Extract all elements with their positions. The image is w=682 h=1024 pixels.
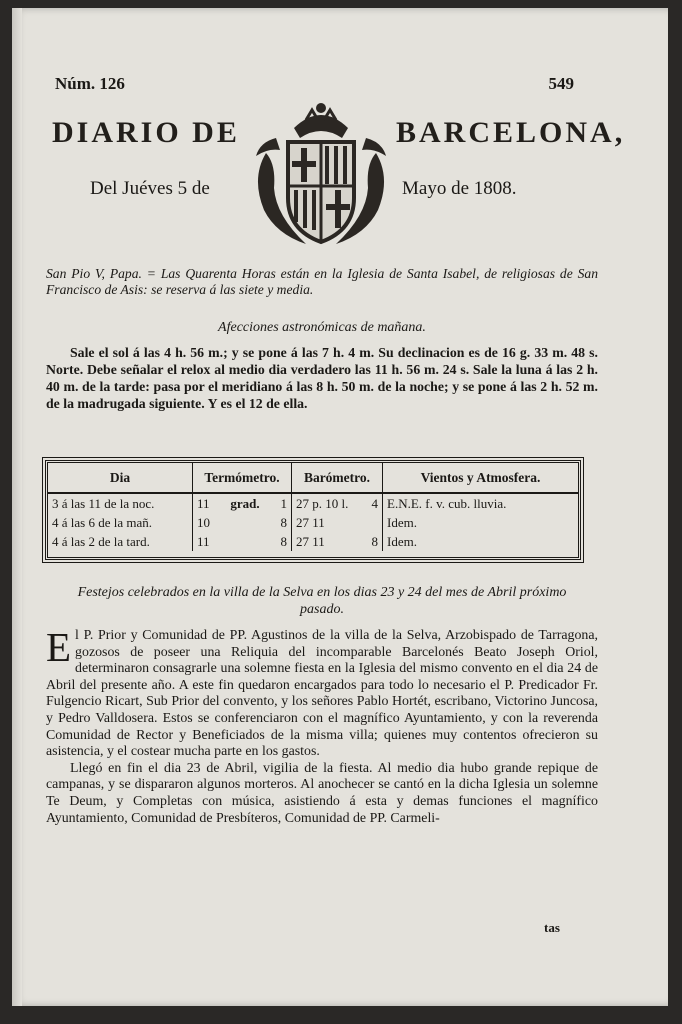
cell-barometer: 27 11 [292,513,383,532]
newspaper-page [12,8,668,1006]
cell-barometer: 27 11 8 [292,532,383,551]
astronomy-heading: Afecciones astronómicas de mañana. [218,320,426,335]
weather-table [45,460,581,560]
issue-date-right: Mayo de 1808. [402,178,517,199]
cell-thermometer: 11 8 [193,532,292,551]
column-header-thermometer: Termómetro. [193,463,292,493]
cell-thermometer: 10 8 [193,513,292,532]
table-row [48,493,578,513]
intro-notice [46,266,598,298]
table-row [48,532,578,551]
column-header-day: Dia [48,463,193,493]
cell-winds: Idem. [387,514,417,530]
cell-winds: E.N.E. f. v. cub. lluvia. [387,495,507,511]
article-title: Festejos celebrados en la villa de la Selva en los dias 23 y 24 del mes de Abril próximo pasado. [77,585,567,617]
drop-cap: E [46,624,72,670]
masthead-title-right: BARCELONA, [396,116,626,149]
weather-table-header [48,463,578,493]
cell-winds: Idem. [387,533,417,549]
astronomy-text: Sale el sol á las 4 h. 56 m.; y se pone á las 7 h. 4 m. Su declinacion es de 16 g. 33 m. 48 s. Norte. Debe señalar el relox al medio dia verdadero las 11 h. 56 m. 24 s. Sale la luna á las 2 h. 40 m. de la tarde: pasa por el meridiano á las 8 h. 50 m. de la noche; y se pone á las 2 h. 52 m. de la madrugada siguiente. Y es el 12 de ella. [46,345,598,411]
header-line [55,74,574,94]
column-header-barometer: Barómetro. [292,463,383,493]
catchword: tas [544,920,560,935]
cell-barometer: 27 p. 10 l. 4 [292,493,383,513]
cell-day: 3 á las 11 de la noc. [48,493,193,513]
issue-date-left: Del Juéves 5 de [90,178,210,199]
coat-of-arms-icon [246,98,396,250]
intro-text: San Pio V, Papa. = Las Quarenta Horas están en la Iglesia de Santa Isabel, de religiosas de San Francisco de Asis: se reserva á las siete y media. [46,266,598,298]
article-body [46,624,598,827]
masthead-title-left: DIARIO DE [52,116,240,149]
article-paragraph: Llegó en fin el dia 23 de Abril, vigilia de la fiesta. Al medio dia hubo grande repique de campanas, y se dispararon algunos morteros. Al anochecer se cantó en la dicha Iglesia un solemne Te Deum, y Completas con música, asistiendo á esta y demas funciones el magnífico Ayuntamiento, Comunidad de Presbíteros, Comunidad de PP. Carmeli- [46,760,598,826]
article-paragraph: El P. Prior y Comunidad de PP. Agustinos de la villa de la Selva, Arzobispado de Tarragona, gozosos de poseer una Reliquia del incomparable Barcelonés Beato Joseph Oriol, determinaron consagrarle una solemne fiesta en la Iglesia del mismo convento en el dia 24 de Abril del presente año. A este fin quedaron encargados para todo lo necesario el P. Predicador Fr. Fulgencio Ricart, Sub Prior del convento, y los señores Pablo Hortét, escribano, Victorino Juncosa, y Pedro Valldosera. Estos se conferenciaron con el magnífico Ayuntamiento, y con la reverenda Comunidad de Rector y Beneficiados de la misma villa; quienes muy contentos ofrecieron su asistencia, y el costear mucha parte en los gastos. [46,624,598,760]
cell-day: 4 á las 6 de la mañ. [48,513,193,532]
cell-day: 4 á las 2 de la tard. [48,532,193,551]
astronomy-section [46,344,598,412]
page-number: 549 [548,74,574,93]
issue-number: Núm. 126 [55,74,125,93]
table-row [48,513,578,532]
cell-thermometer: 11 grad. 1 [193,493,292,513]
column-header-winds: Vientos y Atmosfera. [383,463,579,493]
